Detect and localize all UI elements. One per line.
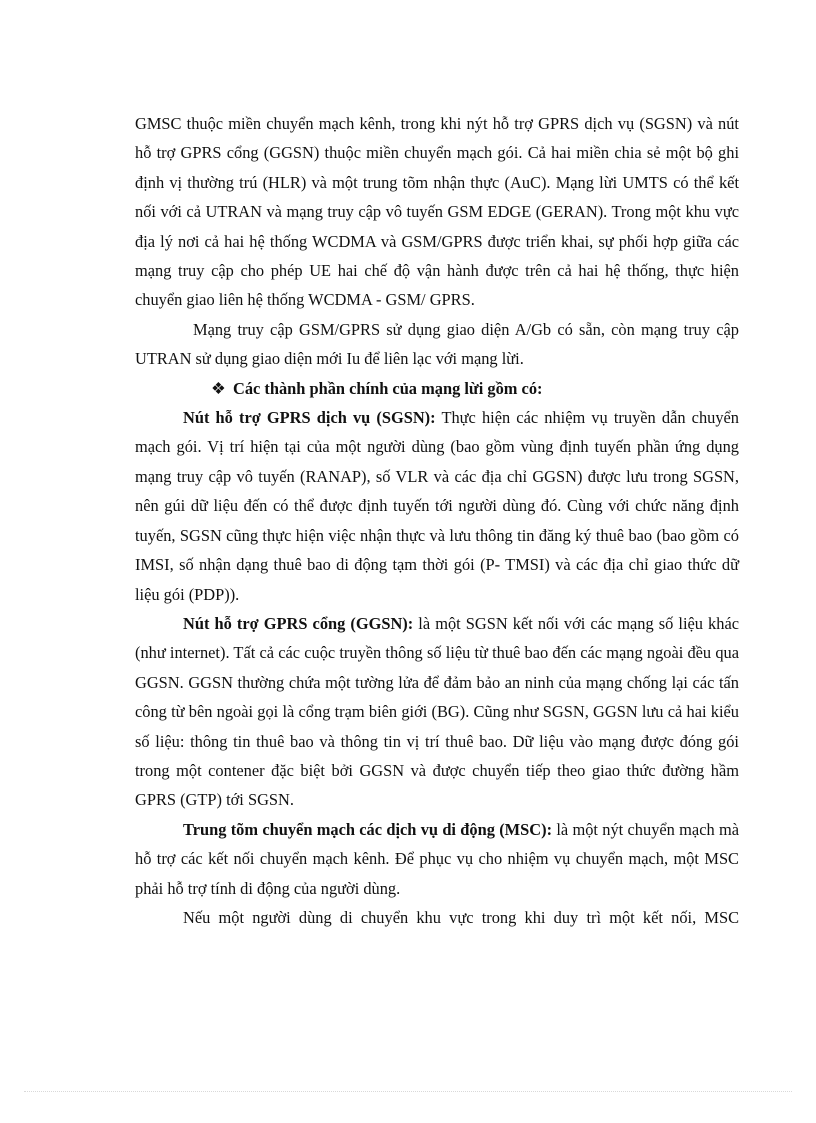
body-sgsn: Thực hiện các nhiệm vụ truyền dẫn chuyển mạch gói. Vị trí hiện tại của một người dùng (bao gồm vùng định tuyến phần ứng dụng mạng truy cập vô tuyến (RANAP), số VLR và các địa chỉ GGSN) được lưu trong SGSN, nên gúi dữ liệu đến có thể được định tuyến tới người dùng đó. Cùng với chức năng định tuyến, SGSN cũng thực hiện việc nhận thực và lưu thông tin đăng ký thuê bao (bao gồm có IMSI, số nhận dạng thuê bao di động tạm thời gói (P- TMSI) và các địa chỉ giao thức dữ liệu gói (PDP)). bbox=[135, 408, 740, 604]
term-sgsn: Nút hỗ trợ GPRS dịch vụ (SGSN): bbox=[183, 408, 436, 428]
paragraph-msc bbox=[135, 815, 739, 903]
term-ggsn: Nút hỗ trợ GPRS cổng (GGSN): bbox=[183, 613, 414, 633]
body-msc: là một nýt chuyển mạch mà hỗ trợ các kết nối chuyển mạch kênh. Để phục vụ cho nhiệm vụ chuyển mạch, một MSC phải hỗ trợ tính di động của người dùng. bbox=[135, 819, 739, 898]
section-heading-text: Các thành phần chính của mạng lừi gồm có: bbox=[233, 378, 543, 398]
term-msc: Trung tõm chuyển mạch các dịch vụ di động (MSC): bbox=[183, 819, 553, 839]
document-body bbox=[135, 109, 739, 932]
section-heading bbox=[135, 374, 739, 403]
paragraph-access-interfaces: Mạng truy cập GSM/GPRS sử dụng giao diện A/Gb có sẵn, còn mạng truy cập UTRAN sử dụng giao diện mới Iu để liên lạc với mạng lừi. bbox=[135, 319, 739, 369]
paragraph-sgsn bbox=[135, 403, 739, 609]
paragraph-ggsn bbox=[135, 609, 739, 815]
paragraph-msc-mobility: Nếu một người dùng di chuyển khu vực trong khi duy trì một kết nối, MSC bbox=[183, 907, 739, 927]
paragraph-core-network-domains: GMSC thuộc miền chuyển mạch kênh, trong khi nýt hỗ trợ GPRS dịch vụ (SGSN) và nút hỗ trợ GPRS cổng (GGSN) thuộc miền chuyển mạch gói. Cả hai miền chia sẻ một bộ ghi định vị thường trú (HLR) và một trung tõm nhận thực (AuC). Mạng lừi UMTS có thể kết nối với cả UTRAN và mạng truy cập vô tuyến GSM EDGE (GERAN). Trong một khu vực địa lý nơi cả hai hệ thống WCDMA và GSM/GPRS được triển khai, sự phối hợp giữa các mạng truy cập cho phép UE hai chế độ vận hành được trên cả hai hệ thống, thực hiện chuyển giao liên hệ thống WCDMA - GSM/ GPRS. bbox=[135, 114, 739, 310]
diamond-bullet-icon: ❖ bbox=[211, 378, 226, 398]
page-footer-divider bbox=[24, 1091, 792, 1092]
body-ggsn: là một SGSN kết nối với các mạng số liệu khác (như internet). Tất cả các cuộc truyền thông số liệu từ thuê bao đến các mạng ngoài đều qua GGSN. GGSN thường chứa một tường lửa để đảm bảo an ninh của mạng chống lại các tấn công từ bên ngoài gọi là cổng trạm biên giới (BG). Cũng như SGSN, GGSN lưu cả hai kiểu số liệu: thông tin thuê bao và thông tin vị trí thuê bao. Dữ liệu vào mạng được đóng gói trong một contener đặc biệt bởi GGSN và được chuyển tiếp theo giao thức đường hầm GPRS (GTP) tới SGSN. bbox=[135, 613, 740, 810]
